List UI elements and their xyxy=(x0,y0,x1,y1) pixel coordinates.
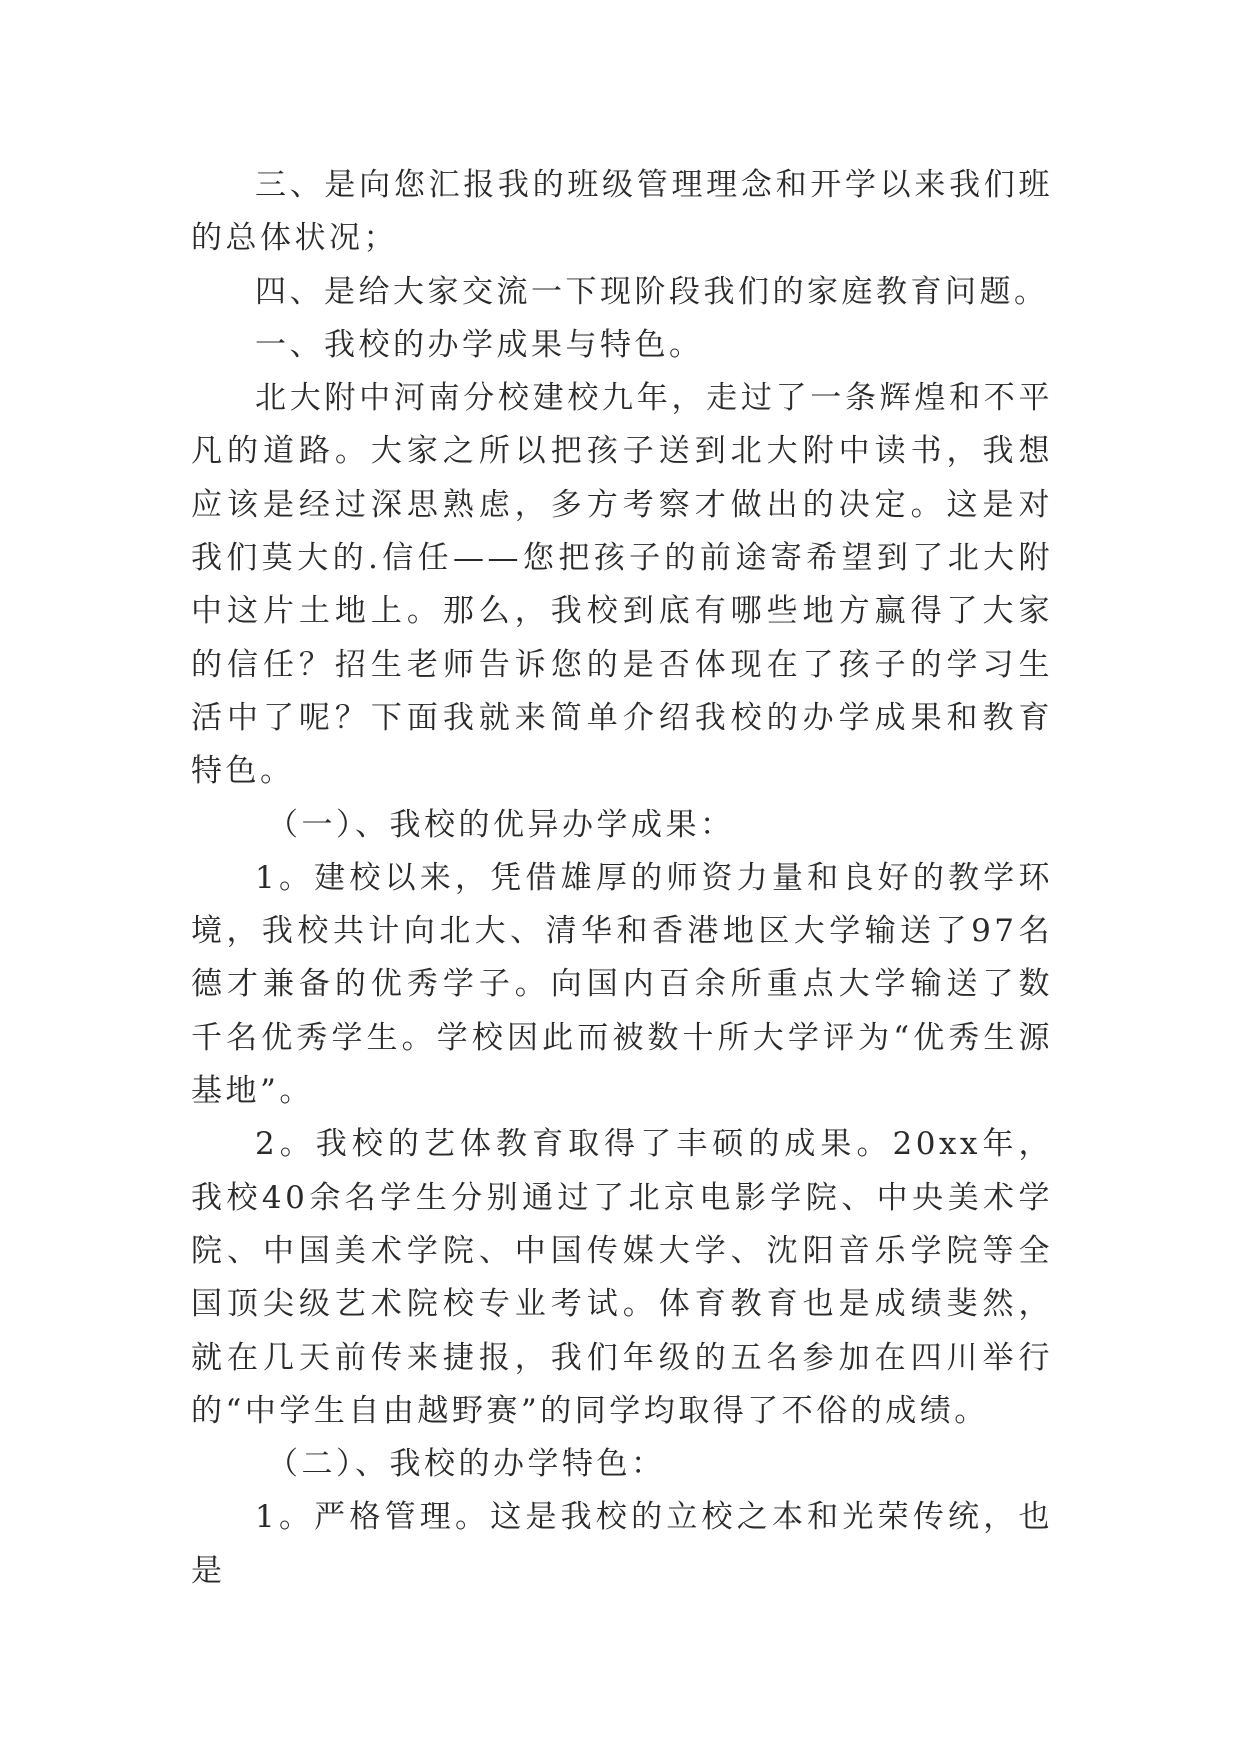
paragraph-achievement-2: 2。我校的艺体教育取得了丰硕的成果。20xx年，我校40余名学生分别通过了北京电影学院、中央美术学院、中国美术学院、中国传媒大学、沈阳音乐学院等全国顶尖级艺术院校专业考试。体育教育也是成绩斐然，就在几天前传来捷报，我们年级的五名参加在四川举行的“中学生自由越野赛”的同学均取得了不俗的成绩。 xyxy=(191,1126,1053,1429)
document-body xyxy=(191,159,1053,1598)
section-heading-achievements: 一、我校的办学成果与特色。 xyxy=(255,326,704,363)
paragraph-report-management: 三、是向您汇报我的班级管理理念和开学以来我们班的总体状况； xyxy=(191,167,1053,257)
paragraph-achievement-1: 1。建校以来，凭借雄厚的师资力量和良好的教学环境，我校共计向北大、清华和香港地区大学输送了97名德才兼备的优秀学子。向国内百余所重点大学输送了数千名优秀学生。学校因此而被数十所大学评为“优秀生源基地”。 xyxy=(191,859,1053,1110)
subheading-achievements: （一）、我校的优异办学成果： xyxy=(267,806,735,843)
paragraph-feature-1: 1。严格管理。这是我校的立校之本和光荣传统，也是 xyxy=(191,1499,1053,1589)
subheading-features: （二）、我校的办学特色： xyxy=(267,1446,666,1483)
paragraph-family-education: 四、是给大家交流一下现阶段我们的家庭教育问题。 xyxy=(255,273,1049,310)
paragraph-school-history: 北大附中河南分校建校九年，走过了一条辉煌和不平凡的道路。大家之所以把孩子送到北大附中读书，我想应该是经过深思熟虑，多方考察才做出的决定。这是对我们莫大的.信任——您把孩子的前途寄希望到了北大附中这片土地上。那么，我校到底有哪些地方赢得了大家的信任？招生老师告诉您的是否体现在了孩子的学习生活中了呢？下面我就来简单介绍我校的办学成果和教育特色。 xyxy=(191,380,1053,790)
